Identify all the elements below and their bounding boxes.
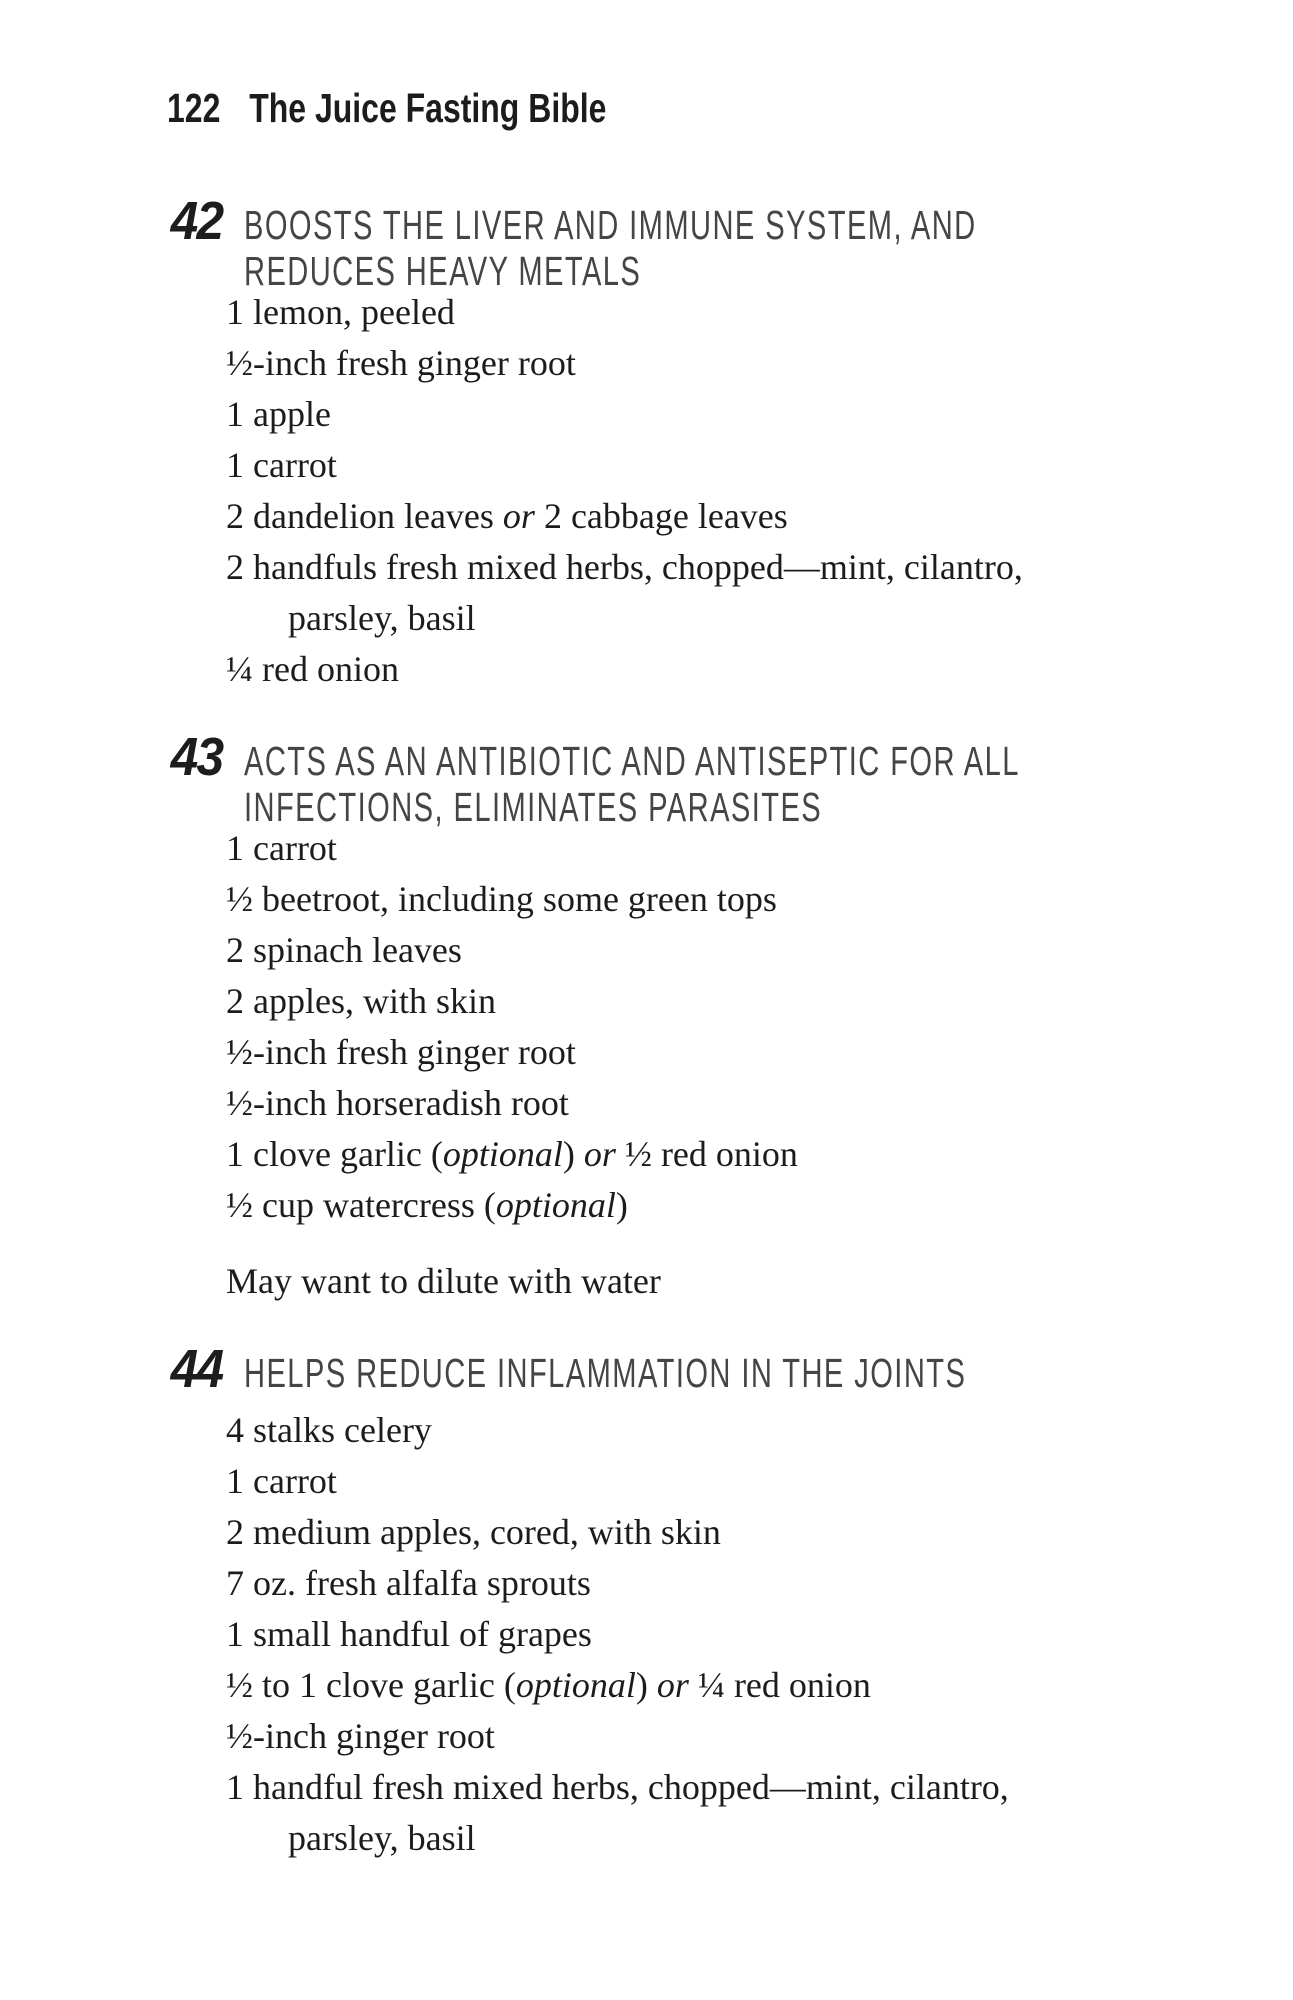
ingredient-line bbox=[226, 542, 1277, 644]
ingredient-text: 1 carrot bbox=[226, 445, 337, 485]
recipe-title bbox=[244, 202, 977, 294]
ingredient-line bbox=[226, 491, 1277, 542]
ingredient-line bbox=[226, 925, 1277, 976]
recipe-section bbox=[167, 1339, 1277, 1864]
ingredient-text: 1 carrot bbox=[226, 828, 337, 868]
page-content bbox=[167, 0, 1277, 1864]
ingredient-text: 1 carrot bbox=[226, 1461, 337, 1501]
ingredient-line bbox=[226, 1711, 1277, 1762]
ingredient-text: ½ beetroot, including some green tops bbox=[226, 879, 777, 919]
recipe-number: 42 bbox=[170, 191, 223, 251]
ingredient-line bbox=[226, 1507, 1277, 1558]
ingredient-line bbox=[226, 1027, 1277, 1078]
ingredient-line bbox=[226, 1180, 1277, 1231]
recipe-title-line: BOOSTS THE LIVER AND IMMUNE SYSTEM, AND bbox=[244, 202, 977, 248]
ingredient-text: ½-inch horseradish root bbox=[226, 1083, 569, 1123]
ingredient-line bbox=[226, 338, 1277, 389]
ingredient-text: ½-inch fresh ginger root bbox=[226, 343, 576, 383]
ingredient-text: ½ cup watercress (optional) bbox=[226, 1185, 628, 1225]
recipe-title-line: INFECTIONS, ELIMINATES PARASITES bbox=[244, 784, 823, 830]
recipe-title bbox=[244, 1350, 966, 1396]
book-title: The Juice Fasting Bible bbox=[249, 85, 607, 131]
recipe-title-line: ACTS AS AN ANTIBIOTIC AND ANTISEPTIC FOR ALL bbox=[244, 738, 1020, 784]
running-header bbox=[167, 86, 1033, 130]
ingredient-line bbox=[226, 1660, 1277, 1711]
recipe-title-line: HELPS REDUCE INFLAMMATION IN THE JOINTS bbox=[244, 1350, 967, 1396]
ingredient-list bbox=[167, 287, 1277, 695]
recipe-header bbox=[167, 191, 1277, 294]
recipe-header bbox=[167, 1339, 1277, 1399]
ingredient-text: 1 small handful of grapes bbox=[226, 1614, 592, 1654]
ingredient-text: ¼ red onion bbox=[226, 649, 399, 689]
ingredient-text: ½ to 1 clove garlic (optional) or ¼ red onion bbox=[226, 1665, 871, 1705]
recipe-header bbox=[167, 727, 1277, 830]
ingredient-text: 2 spinach leaves bbox=[226, 930, 462, 970]
ingredient-text: ½-inch fresh ginger root bbox=[226, 1032, 576, 1072]
ingredient-text: 2 medium apples, cored, with skin bbox=[226, 1512, 721, 1552]
ingredient-line bbox=[226, 389, 1277, 440]
ingredient-line bbox=[226, 1129, 1277, 1180]
ingredient-text: 2 handfuls fresh mixed herbs, chopped—mint, cilantro, bbox=[226, 547, 1023, 587]
recipe-section bbox=[167, 727, 1277, 1307]
recipe-note: May want to dilute with water bbox=[226, 1261, 661, 1301]
recipe-number: 43 bbox=[170, 727, 223, 787]
recipe-section bbox=[167, 191, 1277, 695]
ingredient-continuation: parsley, basil bbox=[288, 1818, 476, 1858]
ingredient-text: 1 lemon, peeled bbox=[226, 292, 455, 332]
ingredient-line bbox=[226, 440, 1277, 491]
ingredient-line bbox=[226, 1078, 1277, 1129]
ingredient-line bbox=[226, 976, 1277, 1027]
ingredient-continuation: parsley, basil bbox=[288, 598, 476, 638]
recipe-list bbox=[167, 191, 1277, 1864]
ingredient-line bbox=[226, 1456, 1277, 1507]
ingredient-text: 1 clove garlic (optional) or ½ red onion bbox=[226, 1134, 798, 1174]
ingredient-line bbox=[226, 1558, 1277, 1609]
ingredient-line bbox=[226, 644, 1277, 695]
ingredient-text: 2 dandelion leaves or 2 cabbage leaves bbox=[226, 496, 788, 536]
ingredient-text: 7 oz. fresh alfalfa sprouts bbox=[226, 1563, 591, 1603]
ingredient-list bbox=[167, 1405, 1277, 1864]
ingredient-text: 1 apple bbox=[226, 394, 331, 434]
ingredient-text: 1 handful fresh mixed herbs, chopped—mint, cilantro, bbox=[226, 1767, 1009, 1807]
recipe-number: 44 bbox=[170, 1339, 223, 1399]
ingredient-line bbox=[226, 823, 1277, 874]
ingredient-line bbox=[226, 287, 1277, 338]
page-number: 122 bbox=[167, 85, 221, 131]
recipe-title bbox=[244, 738, 1020, 830]
ingredient-list bbox=[167, 823, 1277, 1231]
ingredient-line bbox=[226, 1405, 1277, 1456]
ingredient-line bbox=[226, 1762, 1277, 1864]
ingredient-line bbox=[226, 1609, 1277, 1660]
ingredient-line bbox=[226, 874, 1277, 925]
ingredient-text: 4 stalks celery bbox=[226, 1410, 432, 1450]
recipe-title-line: REDUCES HEAVY METALS bbox=[244, 248, 642, 294]
ingredient-text: ½-inch ginger root bbox=[226, 1716, 495, 1756]
ingredient-text: 2 apples, with skin bbox=[226, 981, 496, 1021]
